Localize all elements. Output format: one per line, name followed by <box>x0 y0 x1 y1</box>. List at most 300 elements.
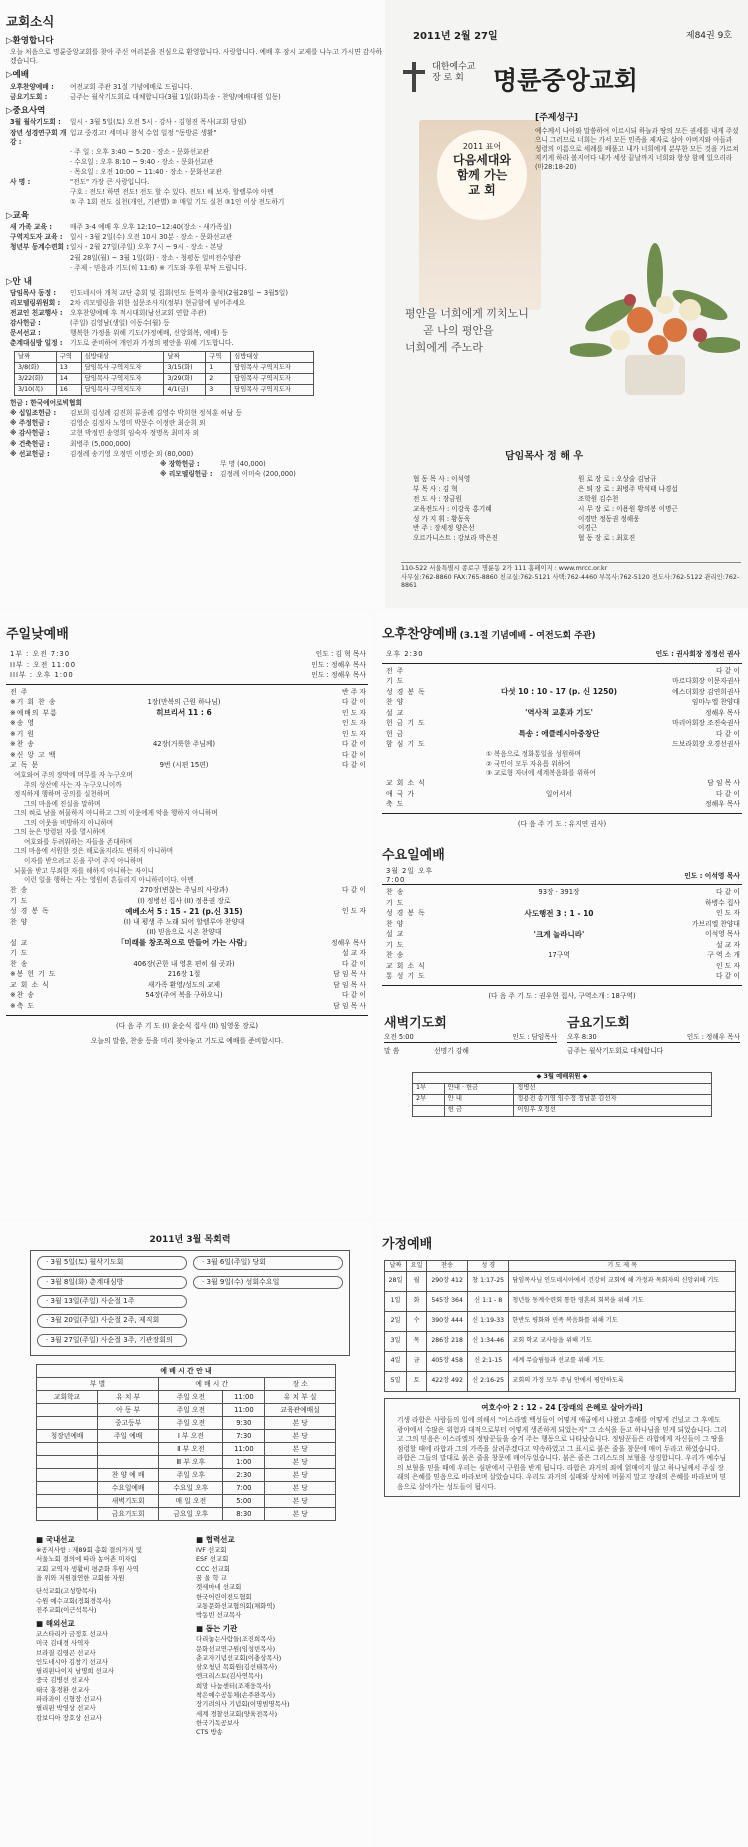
sunday-item-leader: 다 같 이 <box>341 991 366 1000</box>
worship-item-value: 금주는 월삭기도회로 대체합니다(3월 1일(화)특송 - 찬양/예배대원 일동) <box>70 92 281 101</box>
calendar-item: · 3월 20일(주일) 사순절 2주, 제직회 <box>37 1314 187 1327</box>
mission-item: 춘교자기념선교회(이충상목사) <box>196 1653 282 1662</box>
mission-item: 세계 경찰선교회(양육전목사) <box>196 1709 278 1718</box>
responsive-reading <box>14 771 364 886</box>
calendar-row <box>37 1295 343 1311</box>
offering-item-label: ※ 주정헌금 : <box>10 419 50 428</box>
theme-scripture <box>535 112 740 172</box>
mission-item: 꿈 울 학 교 <box>196 1574 227 1583</box>
visit-row <box>15 374 314 385</box>
visit-table-header <box>15 352 314 363</box>
notice-item-label: 사 명 : <box>10 177 31 186</box>
calendar-item: · 3월 27일(주일) 사순절 3주, 기관장회의 <box>37 1334 187 1347</box>
committee-cell: 이임우 오정선 <box>514 1105 712 1116</box>
sunday-item-leader: 인 도 자 <box>341 729 366 738</box>
sunday-item <box>10 959 366 970</box>
leader: 인도 : 김 혁 목사 <box>315 650 366 659</box>
notice-item <box>10 148 383 157</box>
mission-item: 겟세마네 선교회 <box>196 1583 242 1592</box>
family-cell: 화 <box>407 1291 427 1311</box>
mission-item: 파라과이 신형장 선교사 <box>36 1695 102 1704</box>
notice-item-value: ① 주 1회 전도 실천(개인, 기관별) ② 매일 기도 실천 ③1인 이상 전도하기 <box>70 197 285 206</box>
afternoon-item-label: 함 심 기 도 <box>386 740 426 749</box>
schedule-cell <box>37 1456 98 1469</box>
afternoon-item-label: 헌 금 <box>386 729 405 738</box>
sunday-item-label: 전 주 <box>10 687 29 696</box>
sunday-item-label: 기 도 <box>10 896 29 905</box>
sunday-item-leader: 인 도 자 <box>341 708 366 717</box>
afternoon-order <box>376 666 748 750</box>
visit-header-cell: 심방대상 <box>231 352 314 363</box>
family-cell: 세계 무슬림들과 선교를 위해 기도 <box>509 1351 736 1371</box>
notice-heading: ▷중요사역 <box>6 106 46 116</box>
mission-item: 수원 예수교회(정회경목사) <box>36 1596 111 1605</box>
sunday-item-label: 설 교 <box>10 938 29 947</box>
wednesday-item-leader: 이석영 목사 <box>705 930 740 939</box>
schedule-cell: 주일 오전 <box>159 1417 223 1430</box>
calendar-panel <box>0 1222 374 1847</box>
sunday-item-leader: 다 같 이 <box>341 959 366 968</box>
missions <box>36 1535 364 1737</box>
guide-item-label: 담임목사 동정 : <box>10 289 57 298</box>
schedule-cell <box>98 1456 159 1469</box>
afternoon-item-label: 교 회 소 식 <box>386 779 426 788</box>
schedule-row <box>37 1482 336 1495</box>
schedule-cell <box>37 1469 98 1482</box>
wednesday-item-content: 17구역 <box>548 951 570 960</box>
visit-cell: 3/15(화) <box>164 363 206 374</box>
wednesday-item-label: 기 도 <box>386 898 405 907</box>
notice-item-label <box>10 148 70 157</box>
afternoon-item-leader: 마리아회장 조진숙권사 <box>672 719 740 728</box>
theme-line-3: 교 회 <box>468 182 496 197</box>
visit-cell: 담임목사 구역지도자 <box>81 385 164 396</box>
edu-item <box>10 223 383 232</box>
schedule-cell: 11:00 <box>223 1404 265 1417</box>
sunday-item-label: ※찬 송 <box>10 740 35 749</box>
guide-item <box>10 339 383 348</box>
sunday-item-content: (I) 내 평생 주 노래 되어 할렐루야 찬양대 <box>123 917 245 926</box>
sunday-item-leader: 반 주 자 <box>341 687 366 696</box>
notice-item-value: "전도" 가장 큰 사랑입니다. <box>70 177 150 186</box>
worship-item-label: 오후찬양예배 : <box>10 82 54 91</box>
family-header-cell: 요일 <box>407 1260 427 1271</box>
sunday-item-content: 406장(곤한 내 영혼 편히 쉴 곳과) <box>133 959 235 968</box>
reading-line: 뇌물을 받고 무죄한 자를 해하지 아니하는 자이니 <box>14 866 154 875</box>
sunday-item <box>10 928 366 939</box>
family-cell: 신 2:16-25 <box>468 1371 509 1391</box>
guide-item-value: 인도네시아 개척 교단 총회 및 집회(인도 동역자 출석)(2월28일 ~ 3월5일) <box>70 289 288 298</box>
afternoon-item-label: 애 국 가 <box>386 789 416 798</box>
sunday-item-label: ※찬 송 <box>10 991 35 1000</box>
guide-heading: ▷안 내 <box>6 276 32 287</box>
visit-cell: 1 <box>206 363 231 374</box>
schedule-cell: 중고등부 <box>98 1417 159 1430</box>
afternoon-item-content: '역사적 교훈과 기도' <box>525 708 593 718</box>
schedule-cell: 2:30 <box>223 1469 265 1482</box>
family-cell: 신 1:19-33 <box>468 1311 509 1331</box>
family-row <box>385 1291 736 1311</box>
family-cell: 토 <box>407 1371 427 1391</box>
service-schedule-table: 예 배 시 간 안 내 부 별 예 배 시 간 장 소 교회학교 유 치 부 주일 오전 11:00 유 치 부 실 아 동 부 주일 오전 11:00 교육관예배실 중고등부 주일 오전 9:30 본 당 청장년예배 주일 예배 Ⅰ 부 오전 7:30 본 당 Ⅱ 부 오전 11:00 본 당 Ⅲ 부 오후 1:00 본 당 찬 양 예 배 주일 오후 2:30 본 당 수요일예배 수요일 오후 7:00 본 당 새벽기도회 매 일 오전 5:00 본 당 금요기도회 금요일 오후 8:30 본 당 <box>36 1364 336 1521</box>
schedule-cell: 매 일 오전 <box>159 1495 223 1508</box>
staff-entry: 이경만 정동권 정해웅 <box>578 514 640 523</box>
offering-list-right <box>150 460 383 479</box>
visit-cell: 담임목사 구역지도자 <box>81 374 164 385</box>
afternoon-subtitle: (3.1절 기념예배 - 여전도회 주관) <box>459 631 596 641</box>
committee-table: ◆ 3월 예배위원 ◆ 1부 안내 · 헌금 정병선 2부 안 내 정용전 송기영 임수정 정남문 김선자 헌 금 이임우 오정선 <box>412 1072 712 1117</box>
mission-item: ※공지사항 : 제89회 총회 결의가지 및 <box>36 1546 143 1555</box>
family-cell: 545장 364 <box>427 1291 468 1311</box>
calendar-row <box>37 1334 343 1350</box>
afternoon-order-2 <box>376 779 748 811</box>
wednesday-item <box>386 887 740 898</box>
support-orgs-heading: ■ 돕는 기관 <box>196 1624 238 1634</box>
wednesday-item-leader: 설 교 자 <box>715 940 740 949</box>
notice-item <box>10 198 383 207</box>
mission-item: 한국어린이전도협회 <box>196 1592 252 1601</box>
sunday-item-content: 예베소서 5 : 15 - 21 (p.신 315) <box>125 906 243 916</box>
committee-cell: 정용전 송기영 임수정 정남문 김선자 <box>514 1094 712 1105</box>
sunday-item-leader: 다 같 이 <box>341 740 366 749</box>
guide-item <box>10 299 383 308</box>
afternoon-prayers <box>486 750 738 779</box>
family-cell: 창 1:17-25 <box>468 1271 509 1291</box>
sunday-item-label: ※기 원 <box>10 729 35 738</box>
guide-item-value: (주일) 김영남(생일) 이동수(월) 등 <box>70 319 170 328</box>
edu-item <box>10 264 383 273</box>
afternoon-item-leader: 정해우 목사 <box>705 800 740 809</box>
notice-item-label <box>10 188 70 197</box>
schedule-cell: Ⅲ 부 오후 <box>159 1456 223 1469</box>
staff-row <box>413 505 743 514</box>
guide-item-label: 춘계대심방 일정 : <box>10 339 63 348</box>
wednesday-item <box>386 961 740 972</box>
sunday-item-leader: 설 교 자 <box>341 949 366 958</box>
family-header-cell: 찬송 <box>427 1260 468 1271</box>
calendar-item: · 3월 6일(주일) 당회 <box>193 1256 343 1269</box>
reading-line: 주의 성산에 사는 자 누구오니이까 <box>24 780 122 789</box>
sunday-item <box>10 886 366 897</box>
ministry-notices <box>0 118 383 206</box>
schedule-cell: 11:00 <box>223 1443 265 1456</box>
sunday-title: 주일낮예배 <box>6 627 69 642</box>
calendar-item: · 3월 13일(주일) 사순절 1주 <box>37 1295 187 1308</box>
sunday-item <box>10 729 366 740</box>
committee-row <box>413 1105 712 1116</box>
mission-item: 교회 교역자 생활비 평준화 후원 사역 <box>36 1564 139 1573</box>
guide-item-label: 전교인 친교행사 : <box>10 309 63 318</box>
notice-item-value: 입교 중경고! 세미나 참석 수업 일정 "동방론 생활" <box>70 128 217 137</box>
mission-item: 장기려의사 기념회(이명범명목사) <box>196 1700 290 1709</box>
guide-item-label: 감사헌금 : <box>10 319 41 328</box>
afternoon-item-leader: 에스더회장 김연희권사 <box>672 687 740 696</box>
afternoon-item-content: 특송 : 에클레시아중창단 <box>518 729 600 739</box>
visit-cell: 3/29(화) <box>164 374 206 385</box>
sunday-item-content: 270장(변찮는 주님의 사랑과) <box>139 886 229 895</box>
sunday-item <box>10 761 366 772</box>
notice-item <box>10 118 383 127</box>
schedule-cell: 본 당 <box>265 1469 336 1482</box>
calendar-title: 2011년 3월 목회력 <box>149 1235 231 1245</box>
sunday-item-label: ※축 도 <box>10 1001 35 1010</box>
worship-heading: ▷예배 <box>6 70 29 81</box>
notice-item-label <box>10 158 70 167</box>
sunday-time-row <box>10 660 366 671</box>
mission-item: CTS 방송 <box>196 1728 223 1737</box>
church-news-panel <box>0 0 383 608</box>
staff-entry: 성 가 지 휘 : 황동욱 <box>413 514 471 523</box>
march-calendar <box>30 1234 350 1356</box>
family-worship-panel <box>376 1222 748 1847</box>
schedule-cell: 본 당 <box>265 1495 336 1508</box>
prayer-line: ② 국민이 모두 자유롭 위하여 <box>486 759 571 768</box>
afternoon-item-label: 축 도 <box>386 800 405 809</box>
edu-item <box>10 243 383 252</box>
schedule-cell: 본 당 <box>265 1443 336 1456</box>
devotional-title: 여호수아 2 : 12 - 24 [장래의 은혜로 살아가라] <box>481 1402 643 1412</box>
offering-item <box>10 419 383 428</box>
sunday-footnote: 오늘의 말씀, 찬송 등을 미리 찾아놓고 기도로 예배를 준비합시다. <box>90 1036 284 1045</box>
sunday-item-content: 54장(주여 복을 구하오니) <box>145 991 223 1000</box>
visit-row <box>15 363 314 374</box>
committee-row <box>413 1083 712 1094</box>
family-cell: 5일 <box>385 1371 407 1391</box>
sunday-time-row <box>10 650 366 661</box>
denomination: 대한예수교 장 로 회 <box>432 62 476 83</box>
schedule-cell: 주일 오전 <box>159 1391 223 1404</box>
offering-item <box>160 460 383 469</box>
visit-header-cell: 구역 <box>56 352 81 363</box>
mission-item: 희망 나눔센터(조재웅목사) <box>196 1681 271 1690</box>
sunday-item-leader: 담 임 목 사 <box>333 970 366 979</box>
schedule-cell: 금요기도회 <box>98 1508 159 1521</box>
afternoon-item <box>386 687 740 698</box>
family-header-cell: 성 경 <box>468 1260 509 1271</box>
staff-row <box>413 515 743 524</box>
mission-item: 미국 김대경 사역자 <box>36 1639 90 1648</box>
leader: 인도 : 정해우 목사 <box>311 671 366 680</box>
theme-scripture-title: [주제성구] <box>535 113 579 123</box>
sunday-time-row <box>10 671 366 682</box>
family-cell: 청년들 동계수련회 통한 영혼의 회복을 위해 기도 <box>509 1291 736 1311</box>
leader: 인도 : 정해우 목사 <box>311 660 366 669</box>
sunday-item-leader: 인 도 자 <box>341 719 366 728</box>
staff-entry: 조학원 김수천 <box>578 494 619 503</box>
guide-item-value: 행복한 가정을 위해 기도(가정예배, 신앙회복, 예배) 등 <box>70 329 228 338</box>
edu-item-value: · 주제 - 믿음과 기도(히 11:6) ※ 기도와 후원 부탁 드립니다. <box>70 263 247 272</box>
committee-cell: 2부 <box>413 1094 445 1105</box>
staff-entry: 원 로 장 로 : 오상술 김남규 <box>578 475 657 483</box>
wednesday-item-label: 기 도 <box>386 940 405 949</box>
schedule-cell <box>37 1482 98 1495</box>
wednesday-item-label: 찬 양 <box>386 919 405 928</box>
guide-item-label: 리모델링위원회 : <box>10 299 61 308</box>
family-cell: 신 1:34-46 <box>468 1331 509 1351</box>
cover-verse: 평안을 너희에게 끼치노니 곧 나의 평안을 너희에게 주노라 <box>405 307 529 355</box>
mission-item: 필리핀나이지 남명희 선교사 <box>36 1667 115 1676</box>
afternoon-item-leader: 정해우 목사 <box>705 708 740 717</box>
schedule-cell: 본 당 <box>265 1482 336 1495</box>
guide-item <box>10 309 383 318</box>
staff-entry: 교육전도사 : 이강욱 홍기혜 <box>413 504 492 513</box>
time: II부 : 오전 11:00 <box>10 660 77 669</box>
afternoon-item <box>386 789 740 800</box>
notice-item-value: 일시 - 3월 5일(토) 오전 5시 · 강사 - 김형진 목사(교회 담임) <box>70 118 247 127</box>
family-cell: 한반도 평화와 민족 복음화를 위해 기도 <box>509 1311 736 1331</box>
family-title: 가정예배 <box>382 1237 433 1252</box>
afternoon-item-label: 설 교 <box>386 708 405 717</box>
visit-cell: 담임목사 구역지도자 <box>231 385 314 396</box>
mission-item: ESF 선교회 <box>196 1555 229 1564</box>
afternoon-item <box>386 666 740 677</box>
mission-item: 중국 김병선 선교사 <box>36 1676 90 1685</box>
schedule-row <box>37 1443 336 1456</box>
afternoon-item-label: 기 도 <box>386 677 405 686</box>
sunday-item-leader: 정해우 목사 <box>331 938 366 947</box>
sunday-item <box>10 896 366 907</box>
partner-missions-heading: ■ 협력선교 <box>196 1535 235 1545</box>
schedule-cell: 교회학교 <box>37 1391 98 1404</box>
edu-item-label <box>10 254 70 263</box>
mission-item: 단석교회(고성향목사) <box>36 1587 97 1596</box>
afternoon-item <box>386 708 740 719</box>
schedule-cell: 5:00 <box>223 1495 265 1508</box>
wednesday-item-label: 교 회 소 식 <box>386 961 426 970</box>
wednesday-item-label: 통 성 기 도 <box>386 972 426 981</box>
family-cell: 2일 <box>385 1311 407 1331</box>
family-cell: 신 1:1 - 8 <box>468 1291 509 1311</box>
edu-item <box>10 233 383 242</box>
mission-item: 한국기독공보사 <box>196 1718 240 1727</box>
worship-item-value: 여전교회 주관 31절 기념예배로 드립니다. <box>70 82 193 91</box>
staff-entry: 시 무 장 로 : 이용원 황의봉 이명근 <box>578 504 678 513</box>
offering-item <box>10 429 383 438</box>
afternoon-item-leader: 다 같 이 <box>715 666 740 675</box>
schedule-cell: 1:00 <box>223 1456 265 1469</box>
prayer-line: ① 복음으로 정화통일을 성원하며 <box>486 750 582 759</box>
sunday-worship-panel <box>0 612 374 1218</box>
wednesday-item-label: 찬 송 <box>386 888 405 897</box>
offering-item-value: 김정례 송기영 오정민 이명순 외 (80,000) <box>70 449 194 458</box>
time: 1부 : 오전 7:30 <box>10 650 71 659</box>
edu-item-label <box>10 264 70 273</box>
church-address: 110-522 서울특별시 종로구 명륜동 2가 111 홈페이지 : www.mrcc.or.kr 사무실:762-8860 FAX:765-8860 친교실:762-5121 사택:762-4460 부목사:762-5120 전도사:762-5122 관리인:762-8861 <box>401 562 741 591</box>
senior-pastor: 담임목사 정 해 우 <box>505 451 584 462</box>
schedule-cell: 새벽기도회 <box>98 1495 159 1508</box>
schedule-row <box>37 1456 336 1469</box>
mission-item: 태국 홍경환 선교사 <box>36 1685 90 1694</box>
family-cell: 405장 458 <box>427 1351 468 1371</box>
issue-number: 제84권 9호 <box>685 31 732 41</box>
reading-line: 그의 이웃을 비방하지 아니하며 <box>24 818 114 827</box>
sunday-item <box>10 980 366 991</box>
reading-line: 그의 마음에 진실을 말하며 <box>24 799 101 808</box>
schedule-cell: 7:00 <box>223 1482 265 1495</box>
schedule-header-cell: 부 별 <box>37 1378 159 1391</box>
offering-item-value: 김정례 이미숙 (200,000) <box>220 469 296 478</box>
afternoon-item-leader: 담 임 목 사 <box>707 779 740 788</box>
afternoon-time-row: 오후 2:30 인도 : 권사회장 정정선 권사 <box>386 650 740 659</box>
notice-item <box>10 188 383 197</box>
schedule-row <box>37 1404 336 1417</box>
family-row <box>385 1371 736 1391</box>
welcome-heading: ▷환영합니다 <box>6 35 54 46</box>
staff-entry: 전 도 사 : 장금원 <box>413 494 462 503</box>
mission-item: 착은예수공동체(손주완목사) <box>196 1691 276 1700</box>
offering-item-value: 최병주 (5,000,000) <box>70 439 131 448</box>
staff-entry: 협 동 목 사 : 이석영 <box>413 475 471 483</box>
reading-line: 이자를 받으려고 돈을 꾸어 주지 아니하며 <box>24 856 143 865</box>
schedule-row <box>37 1391 336 1404</box>
schedule-cell: 본 당 <box>265 1456 336 1469</box>
sunday-item-content: 9번 (시편 15편) <box>159 761 209 770</box>
sunday-item <box>10 708 366 719</box>
schedule-cell <box>37 1508 98 1521</box>
worship-item <box>10 93 383 102</box>
domestic-missions-heading: ■ 국내선교 <box>36 1535 75 1545</box>
mission-item: 진주교회(이근석목사) <box>36 1605 97 1614</box>
schedule-cell: 주일 오전 <box>159 1404 223 1417</box>
staff-entry: 오르가니스트 : 강보라 박은진 <box>413 534 498 543</box>
wednesday-item-label: 설 교 <box>386 930 405 939</box>
wednesday-item <box>386 919 740 930</box>
sunday-item-leader: 담 임 목 사 <box>333 1001 366 1010</box>
mission-item: 캄보디아 장호상 선교사 <box>36 1713 102 1722</box>
theme-line-1: 다음세대와 <box>453 152 511 167</box>
staff-row <box>413 524 743 533</box>
sunday-item-label: ※봉 헌 기 도 <box>10 970 57 979</box>
afternoon-item <box>386 740 740 751</box>
notice-item-value: · 수요일 : 오후 8:10 ~ 9:40 · 장소 - 문화선교관 <box>70 157 214 166</box>
wednesday-item-leader: 다 같 이 <box>715 972 740 981</box>
worship-item <box>10 83 383 92</box>
sunday-item-content: 1장(만복의 근원 하나님) <box>147 698 221 707</box>
worship-notices <box>0 83 383 102</box>
sunday-item-leader: 담 임 목 사 <box>333 980 366 989</box>
afternoon-item <box>386 779 740 790</box>
sunday-item <box>10 719 366 730</box>
notice-item-label <box>10 168 70 177</box>
notice-item <box>10 129 383 147</box>
schedule-header-cell: 장 소 <box>265 1378 336 1391</box>
sunday-item-leader: 다 같 이 <box>341 761 366 770</box>
calendar-row <box>37 1314 343 1330</box>
offering-item <box>10 450 383 459</box>
reading-line: 그의 눈은 망령된 자를 멸시하며 <box>14 828 106 837</box>
schedule-cell: 본 당 <box>265 1508 336 1521</box>
sunday-item-content: 42장(거룩한 주님께) <box>152 740 216 749</box>
mission-item: CCC 선교회 <box>196 1564 230 1573</box>
schedule-cell: 찬 양 예 배 <box>98 1469 159 1482</box>
wednesday-item <box>386 950 740 961</box>
guide-item <box>10 319 383 328</box>
sunday-item-content: 216장 1절 <box>167 970 201 979</box>
visit-cell: 3/22(화) <box>15 374 57 385</box>
staff-entry: 협 동 장 로 : 최호진 <box>578 534 636 543</box>
edu-heading: ▷교육 <box>6 210 29 221</box>
offering-item <box>160 470 383 479</box>
afternoon-item-leader: 다 같 이 <box>715 729 740 738</box>
family-table <box>384 1260 736 1392</box>
reading-line: 그의 혀로 남을 허물하지 아니하고 그의 이웃에게 악을 행하지 아니하며 <box>14 809 218 818</box>
edu-item <box>10 254 383 263</box>
visit-cell: 3 <box>206 385 231 396</box>
devotional-body: 기생 라합은 사람들의 일에 의해서 "이스라엘 백성들이 어떻게 애굽에서 나왔고 홍해를 어떻게 건넜고 그 후에도 광야에서 수많은 위험과 대적으로부터 어떻게 생존하게 되었는지" 그 소식을 듣고 하나님을 믿게 되었습니다. 그리고 그의 믿음은 이스라엘의 정탐꾼들을 숨겨 주는 행동으로 나타났습니다. 정탐꾼들은 라합에게 자신들이 그 땅을 점령할 때에 라합과 그의 가족을 살려주겠다고 약속하였고 그 표시로 붉은 줄을 창문에 매어 두라고 하였습니다. 라합은 그들의 말대로 붉은 줄을 창문에 매어두었습니다. 붉은 줄은 그리스도의 보혈을 상징합니다. 우리가 예수님의 보혈을 믿을 때에 우리는 심판에서 구원을 받게 됩니다. 라합은 과거의 죄에 얽매이지 않고 하나님께서 주실 장래의 은혜를 믿음으로 바라보며 살았습니다. 우리도 과거의 실패와 상처에 머물지 말고 장래의 은혜를 바라보며 믿음으로 살아가는 성도들이 됩시다. <box>397 1416 727 1491</box>
sunday-item-content: (I) 정병선 집사 (II) 정용권 장로 <box>137 896 231 905</box>
sunday-item-leader: 인 도 자 <box>341 907 366 916</box>
prayer-meetings <box>384 1015 740 1056</box>
